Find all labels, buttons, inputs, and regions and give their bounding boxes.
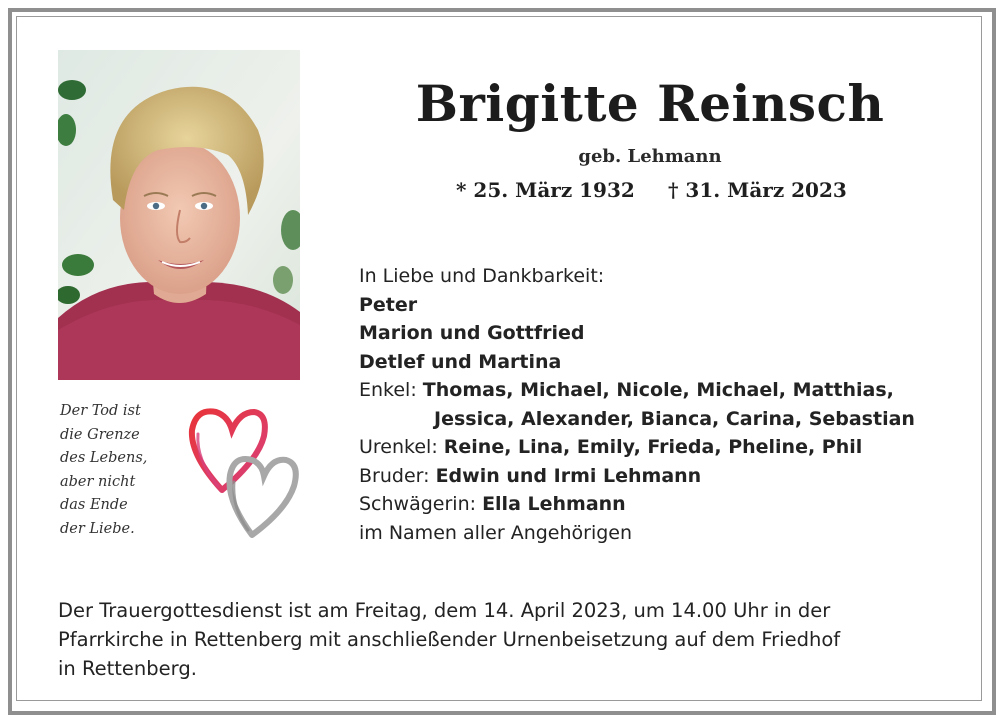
service-line: in Rettenberg. [58,657,197,680]
quote-line: das Ende [60,497,128,513]
grandchildren-names: Thomas, Michael, Nicole, Michael, Matthias, [422,379,894,401]
brother-names: Edwin und Irmi Lehmann [435,464,702,487]
deceased-name: Brigitte Reinsch [415,74,885,133]
sister-in-law-name: Ella Lehmann [482,493,626,515]
quote-line: Der Tod ist [60,403,141,419]
grandchildren-label: Enkel: [359,379,417,401]
sister-in-law-row [359,490,969,519]
great-grandchildren-row [359,433,969,462]
brother-row [359,462,969,491]
two-hearts-icon [182,400,307,540]
mourners-intro: In Liebe und Dankbarkeit: [359,265,605,287]
mourners-closing: im Namen aller Angehörigen [359,521,633,544]
brother-label: Bruder: [359,464,430,487]
birth-date: * 25. März 1932 [456,178,635,202]
sister-in-law-label: Schwägerin: [359,493,477,515]
quote-line: des Lebens, [60,450,148,466]
grandchildren-row [359,376,969,405]
mourners-list [359,262,969,547]
memorial-quote [60,400,170,541]
grandchildren-names-cont: Jessica, Alexander, Bianca, Carina, Sebastian [434,407,915,430]
great-grandchildren-names: Reine, Lina, Emily, Frieda, Pheline, Phil [443,436,863,458]
maiden-name: geb. Lehmann [578,146,722,167]
quote-line: die Grenze [60,426,140,443]
quote-line: der Liebe. [60,520,135,537]
mourner-child: Marion und Gottfried [359,322,585,344]
funeral-service-info [58,596,958,683]
service-line: Pfarrkirche in Rettenberg mit anschließender Urnenbeisetzung auf dem Friedhof [58,628,841,651]
mourner-child: Peter [359,293,418,316]
service-line: Der Trauergottesdienst ist am Freitag, dem 14. April 2023, um 14.00 Uhr in der [58,599,831,622]
quote-line: aber nicht [60,473,136,490]
great-grandchildren-label: Urenkel: [359,436,438,458]
mourner-child: Detlef und Martina [359,350,562,373]
death-date: † 31. März 2023 [668,178,847,202]
portrait-photo [58,50,300,380]
